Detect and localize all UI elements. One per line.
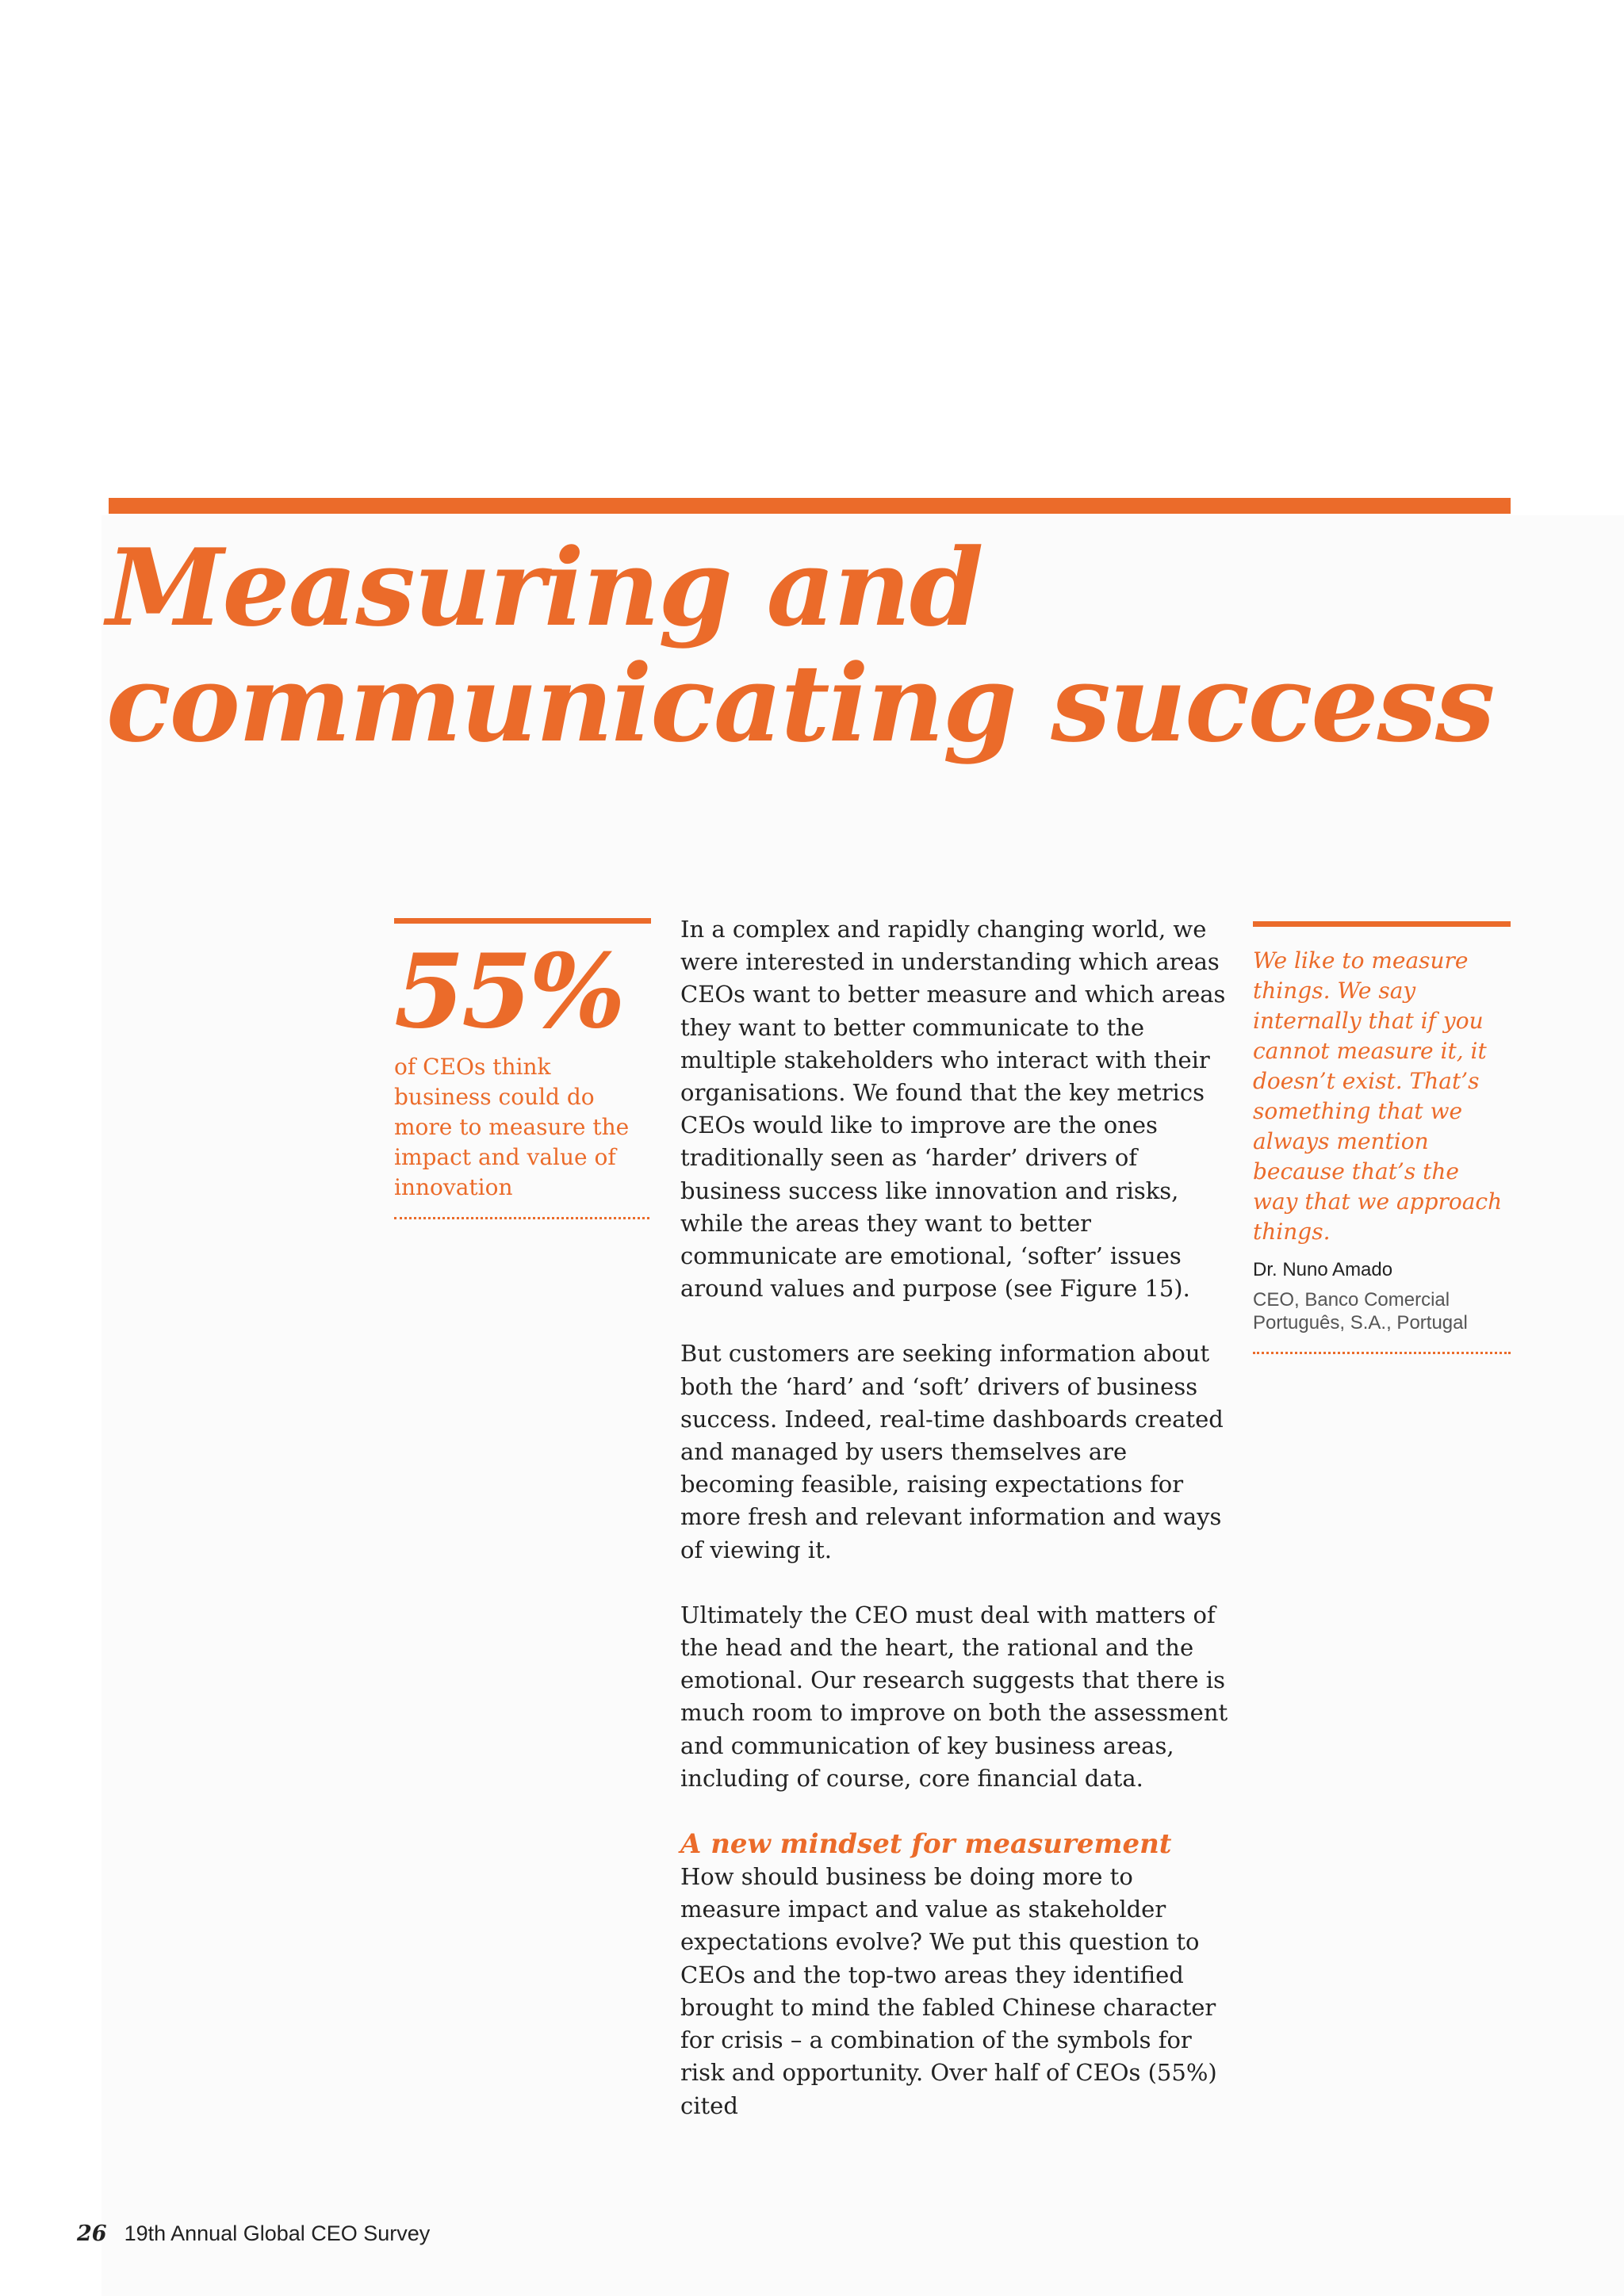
- page-number: 26: [77, 2221, 107, 2246]
- publication-title: 19th Annual Global CEO Survey: [124, 2221, 431, 2245]
- body-paragraph: But customers are seeking information about both the ‘hard’ and ‘soft’ drivers of business success. Indeed, real-time dashboards created and managed by users themselves are becoming feasible, raising expectations for more fresh and relevant information and ways of viewing it.: [680, 1340, 1224, 1563]
- section-subheading: A new mindset for measurement: [680, 1828, 1172, 1861]
- quote-dotted-divider: [1253, 1352, 1511, 1354]
- page-footer: [77, 2220, 430, 2248]
- body-text-column: [680, 913, 1235, 2155]
- stat-rule: [394, 918, 651, 924]
- title-rule: [109, 498, 1511, 514]
- body-paragraph: How should business be doing more to measure impact and value as stakeholder expectations evolve? We put this question to CEOs and the top-two areas they identified brought to mind the fabled Chinese character for crisis – a combination of the symbols for risk and opportunity. Over half of CEOs (55%) cited: [680, 1863, 1217, 2119]
- quote-author-name: Dr. Nuno Amado: [1253, 1259, 1393, 1280]
- pull-quote: [1253, 921, 1511, 1354]
- quote-author-role: CEO, Banco Comercial Português, S.A., Portugal: [1253, 1289, 1468, 1334]
- quote-text: We like to measure things. We say internally that if you cannot measure it, it doesn’t exist. That’s something that we always mention because that’s the way that we approach things.: [1253, 947, 1503, 1245]
- body-paragraph: In a complex and rapidly changing world, we were interested in understanding which areas CEOs want to better measure and which areas they want to better communicate to the multiple stakeholders who interact with their organisations. We found that the key metrics CEOs would like to improve are the ones traditionally seen as ‘harder’ drivers of business success like innovation and risks, while the areas they want to better communicate are emotional, ‘softer’ issues around values and purpose (see Figure 15).: [680, 916, 1226, 1303]
- stat-callout: [394, 918, 651, 1219]
- stat-dotted-divider: [394, 1217, 649, 1219]
- stat-value: 55%: [394, 932, 622, 1051]
- title-line-2: communicating success: [106, 641, 1494, 766]
- quote-rule: [1253, 921, 1511, 927]
- stat-description: of CEOs think business could do more to measure the impact and value of innovation: [394, 1054, 630, 1200]
- title-line-1: Measuring and: [106, 525, 982, 650]
- body-paragraph: Ultimately the CEO must deal with matters of the head and the heart, the rational and the emotional. Our research suggests that there is much room to improve on both the assessment and communication of key business areas, including of course, core financial data.: [680, 1601, 1228, 1792]
- page-title: [106, 525, 1534, 766]
